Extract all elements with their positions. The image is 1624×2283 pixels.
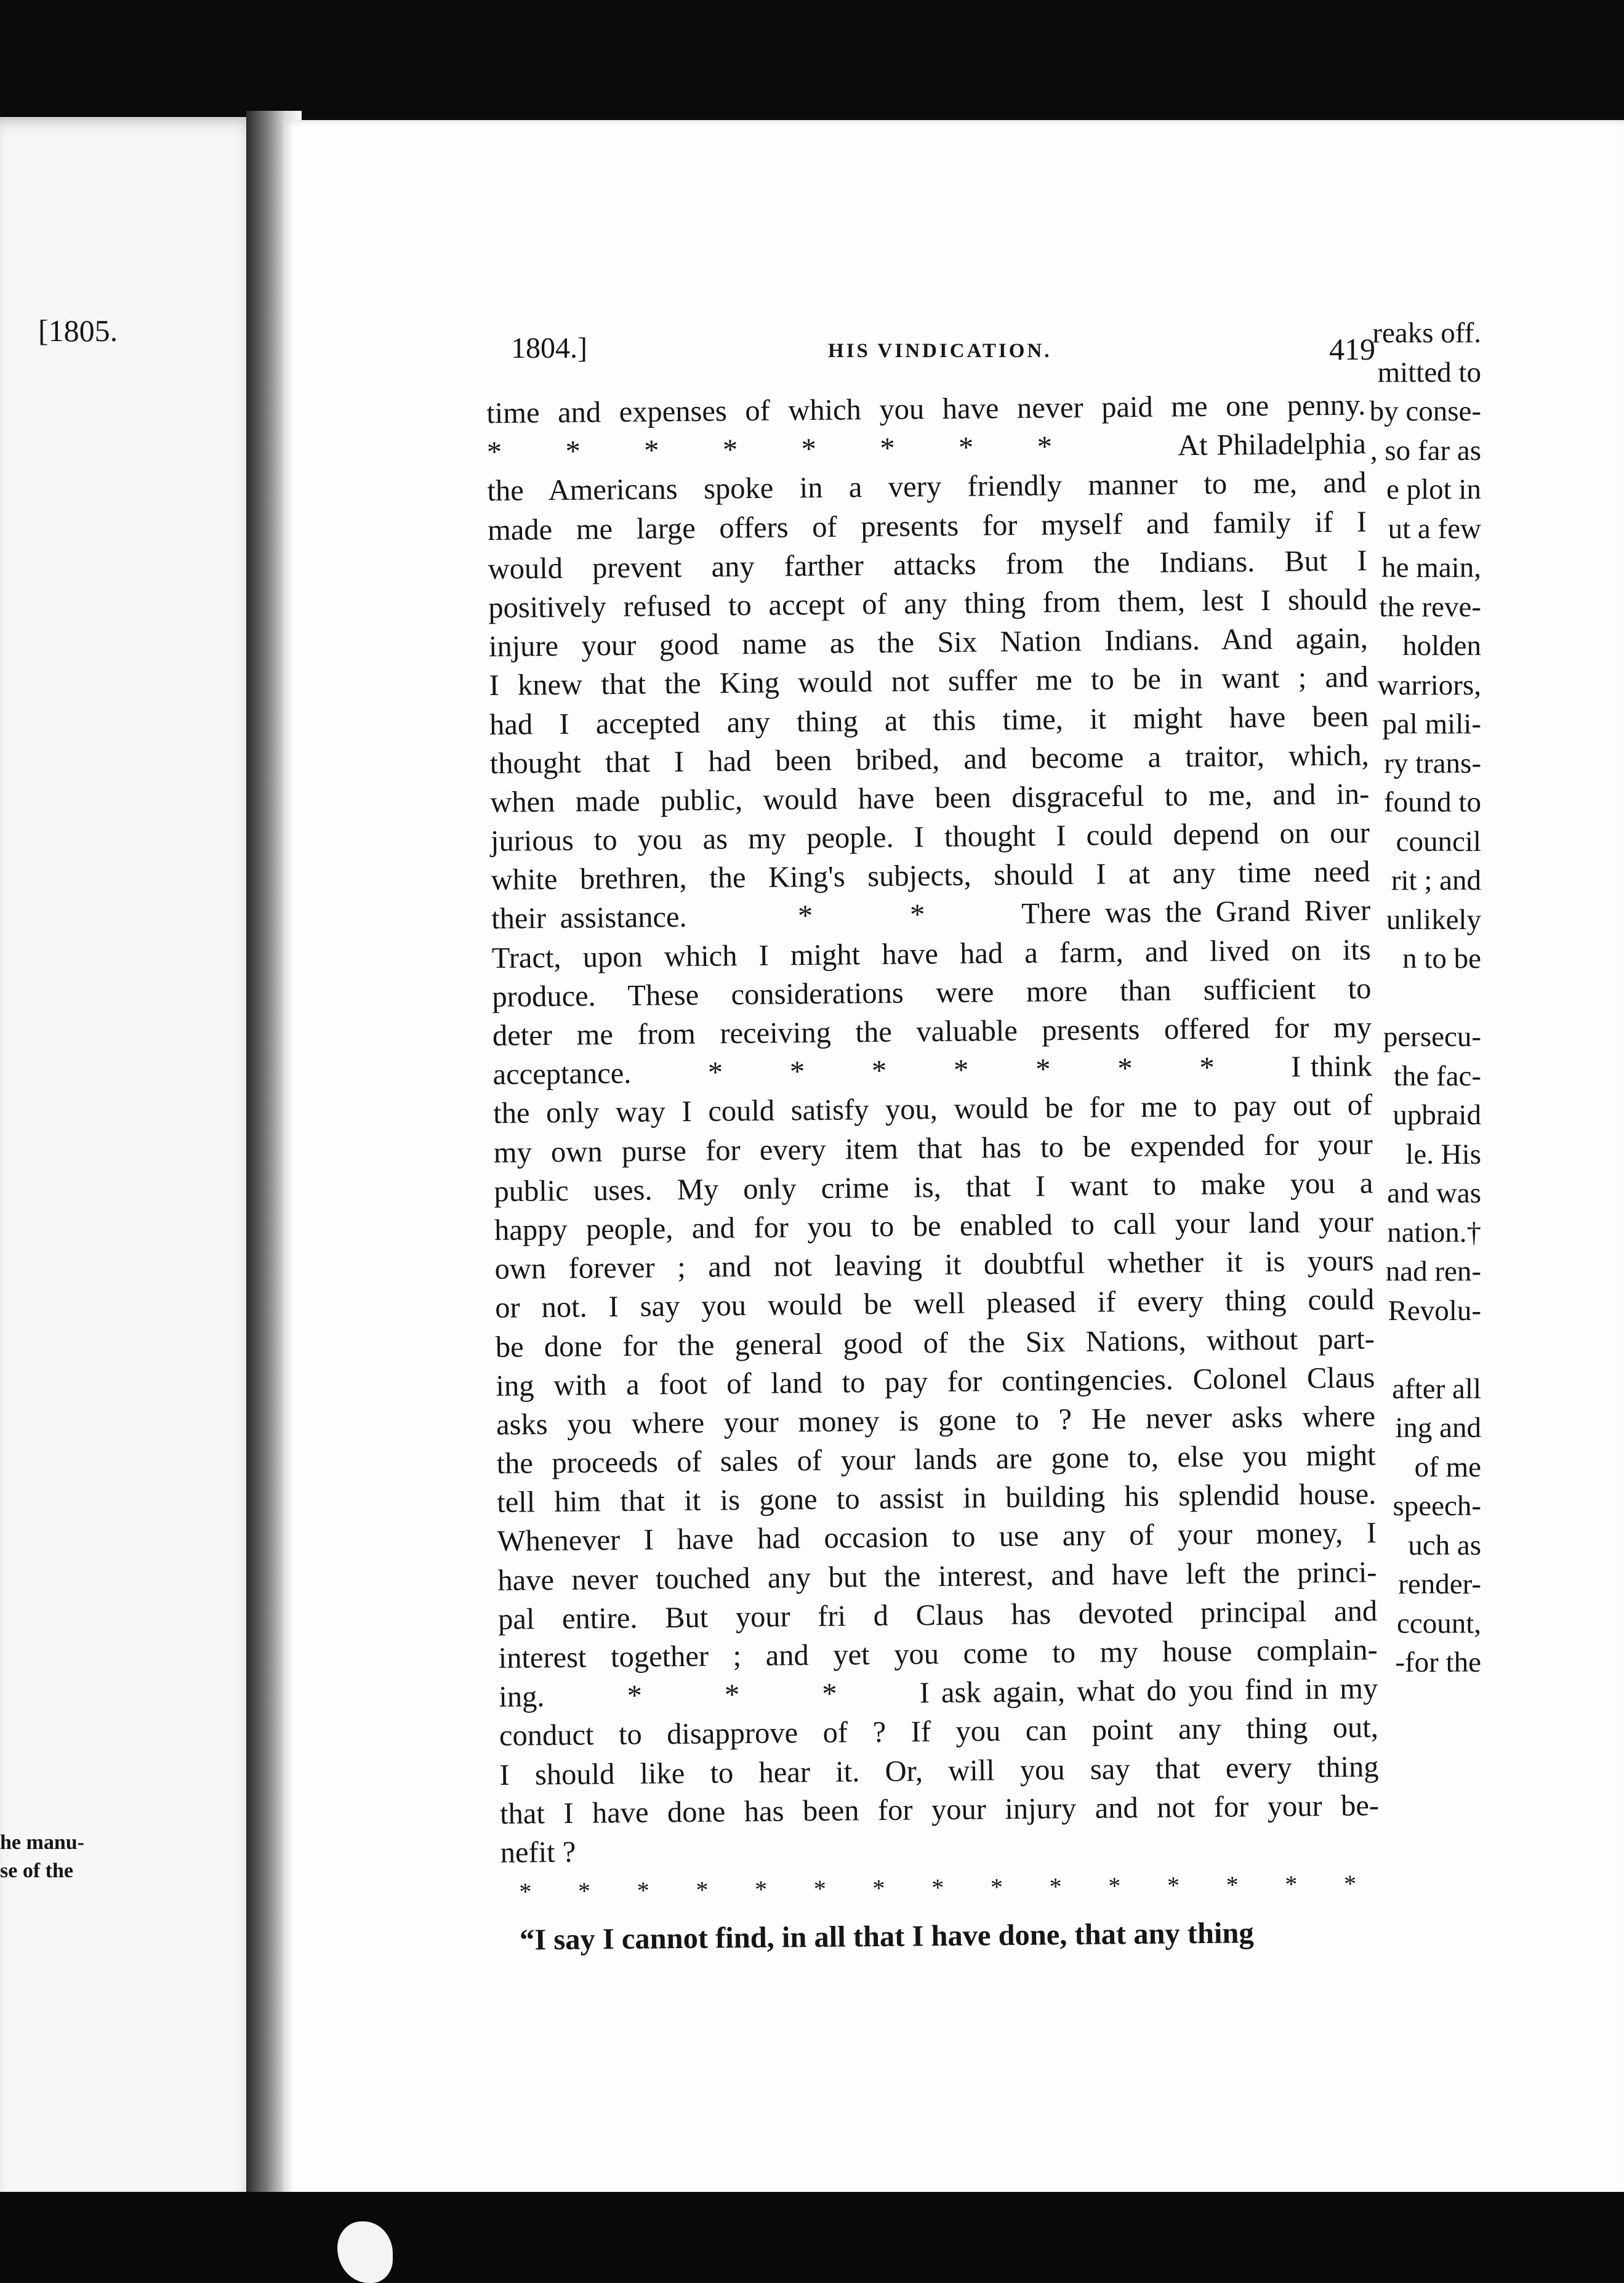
closing-line: “I say I cannot find, in all that I have done, that any thing: [519, 1917, 1254, 1957]
body-line: the proceeds of sales of your lands are gone to, else you might: [496, 1439, 1376, 1480]
left-page-line: , so far as: [1370, 434, 1481, 467]
left-page-line: reaks off.: [1372, 317, 1481, 349]
body-line: produce. These considerations were more than sufficient to: [492, 972, 1372, 1013]
ellipsis-star: *: [519, 1877, 532, 1906]
left-page: [0, 117, 265, 2210]
body-line: injure your good name as the Six Nation Indians. And again,: [488, 622, 1369, 664]
ellipsis-star: *: [637, 1876, 649, 1904]
left-page-line: ut a few: [1388, 512, 1481, 545]
body-line: the Americans spoke in a very friendly manner to me, and: [487, 466, 1367, 508]
left-page-line: e plot in: [1386, 473, 1481, 505]
ellipsis-star: *: [1108, 1872, 1121, 1900]
left-page-header: [1805.: [38, 313, 118, 348]
left-page-line: [1359, 979, 1481, 1018]
body-line: time and expenses of which you have never paid me one penny.: [486, 389, 1366, 430]
ellipsis-star: *: [813, 1874, 827, 1903]
ellipsis-star: *: [577, 1877, 591, 1905]
body-line: Whenever I have had occasion to use any of your money, I: [497, 1516, 1377, 1558]
body-line: public uses. My only crime is, that I want to make you a: [494, 1166, 1373, 1208]
ellipsis-star: *: [931, 1874, 944, 1902]
body-line: jurious to you as my people. I thought I could depend on our: [490, 816, 1370, 858]
body-line: I should like to hear it. Or, will you say that every thing: [499, 1750, 1379, 1792]
left-page-line: and was: [1387, 1177, 1481, 1209]
ellipsis-star: *: [1285, 1870, 1298, 1898]
ellipsis-star: *: [990, 1873, 1003, 1901]
left-page-line: nad ren-: [1385, 1255, 1481, 1287]
body-line: own forever ; and not leaving it doubtful whether it is yours: [494, 1244, 1374, 1286]
body-line: the only way I could satisfy you, would be for me to pay out of: [492, 1089, 1373, 1130]
body-line: interest together ; and yet you come to my house complain-: [498, 1633, 1378, 1675]
ellipsis-stars: [500, 1864, 1357, 1912]
left-footnote-line: he manu-: [0, 1831, 84, 1854]
body-line: be done for the general good of the Six Nations, without part-: [495, 1322, 1375, 1364]
body-line: my own purse for every item that has to be expended for your: [493, 1127, 1373, 1169]
left-page-line: -for the: [1395, 1646, 1481, 1678]
ellipsis-star: *: [1226, 1870, 1239, 1899]
body-line: acceptance. * * * * * * * I think: [492, 1050, 1372, 1092]
ellipsis-star: *: [1049, 1872, 1062, 1901]
left-page-line: n to be: [1402, 943, 1481, 975]
left-page-line: speech-: [1393, 1490, 1481, 1522]
left-page-line: found to: [1384, 786, 1481, 818]
left-page-line: after all: [1392, 1372, 1481, 1405]
left-page-line: of me: [1414, 1451, 1481, 1483]
ellipsis-star: *: [696, 1875, 709, 1904]
left-page-line: render-: [1398, 1568, 1481, 1600]
left-page-line: the reve-: [1379, 590, 1481, 623]
body-line: thought that I had been bribed, and become a traitor, which,: [489, 738, 1369, 780]
scan-border: [0, 2192, 1624, 2281]
body-line: ing with a foot of land to pay for contingencies. Colonel Claus: [496, 1361, 1375, 1403]
body-line: nefit ?: [500, 1835, 576, 1869]
body-line: tell him that it is gone to assist in building his splendid house.: [497, 1478, 1377, 1520]
body-line: I knew that the King would not suffer me to be in want ; and: [489, 661, 1369, 703]
left-page-line: the fac-: [1393, 1060, 1481, 1092]
body-line: asks you where your money is gone to ? He never asks where: [496, 1400, 1376, 1441]
left-page-line: [1359, 1331, 1481, 1370]
left-page-line: warriors,: [1377, 669, 1481, 701]
left-page-line: ry trans-: [1384, 747, 1481, 779]
left-page-line: nation.†: [1387, 1216, 1481, 1249]
header-title: HIS VINDICATION.: [828, 340, 1052, 362]
page-number: 419: [1329, 332, 1375, 366]
body-line: that I have done has been for your injury and not for your be-: [499, 1789, 1380, 1830]
left-page-line: council: [1396, 825, 1481, 858]
left-page-line: uch as: [1408, 1529, 1481, 1561]
body-line: pal entire. But your fri d Claus has devoted principal and: [497, 1595, 1378, 1636]
body-line: positively refused to accept of any thing from them, lest I should: [488, 583, 1368, 624]
ellipsis-star: *: [1167, 1871, 1180, 1899]
left-page-line: upbraid: [1393, 1099, 1481, 1131]
left-page-line: rit ; and: [1391, 864, 1481, 896]
body-line: have never touched any but the interest, and have left the princi-: [497, 1555, 1377, 1597]
left-page-line: persecu-: [1383, 1021, 1481, 1053]
body-line: deter me from receiving the valuable presents offered for my: [492, 1011, 1372, 1052]
left-page-line: le. His: [1405, 1138, 1481, 1170]
left-page-line: pal mili-: [1382, 708, 1481, 740]
ellipsis-star: *: [872, 1874, 885, 1902]
left-footnote-line: se of the: [0, 1859, 73, 1882]
ellipsis-star: *: [754, 1875, 768, 1904]
body-line: Tract, upon which I might have had a farm, and lived on its: [491, 933, 1371, 975]
body-line: had I accepted any thing at this time, it might have been: [489, 699, 1369, 741]
left-page-text: [1359, 314, 1624, 1683]
left-page-line: unlikely: [1386, 903, 1481, 936]
body-line: * * * * * * * * At Philadelphia: [486, 427, 1367, 469]
body-line: their assistance. * * There was the Grand River: [491, 894, 1371, 936]
left-page-line: he main,: [1381, 552, 1481, 584]
body-line: white brethren, the King's subjects, should I at any time need: [491, 855, 1370, 897]
left-page-line: Revolu-: [1388, 1294, 1481, 1327]
body-line: made me large offers of presents for myself and family if I: [487, 505, 1367, 547]
left-page-footnote: [0, 1829, 84, 1885]
body-line: conduct to disapprove of ? If you can point any thing out,: [499, 1711, 1379, 1753]
body-line: happy people, and for you to be enabled to call your land your: [494, 1206, 1374, 1247]
body-text: [486, 385, 1380, 1960]
left-page-line: holden: [1402, 630, 1481, 662]
body-line: ing. * * * I ask again, what do you find in my: [499, 1672, 1378, 1714]
left-page-line: by conse-: [1369, 395, 1481, 427]
running-header: [511, 331, 1373, 374]
body-line: or not. I say you would be well pleased if every thing could: [494, 1283, 1375, 1325]
left-page-line: ing and: [1395, 1412, 1481, 1444]
body-line: when made public, would have been disgraceful to me, and in-: [490, 778, 1370, 819]
header-year: 1804.]: [511, 332, 587, 364]
ellipsis-star: *: [1343, 1869, 1357, 1898]
left-page-line: ccount,: [1396, 1607, 1481, 1640]
body-line: would prevent any farther attacks from the Indians. But I: [488, 544, 1367, 586]
left-page-line: mitted to: [1377, 356, 1481, 389]
